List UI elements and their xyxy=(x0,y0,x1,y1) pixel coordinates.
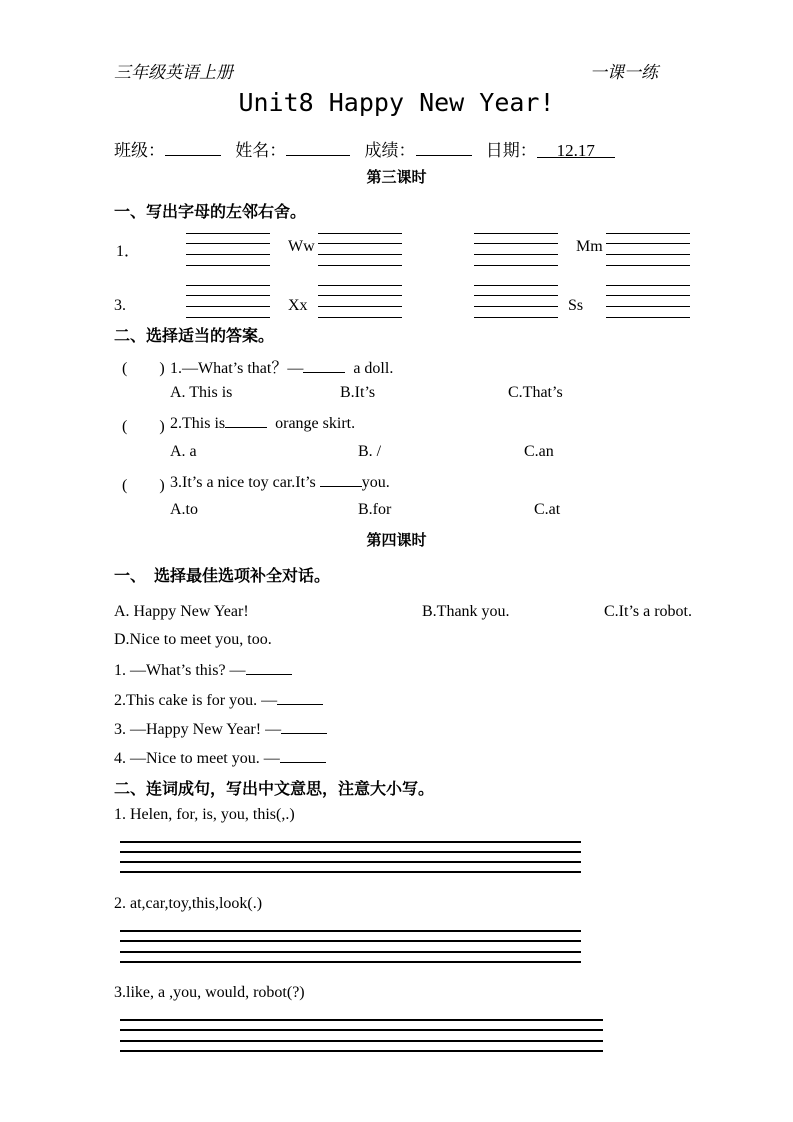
q1-option-a: A. This is xyxy=(170,384,233,401)
writing-lines-xx-left[interactable] xyxy=(186,285,270,318)
row2-number: 3. xyxy=(114,297,126,314)
dialog-option-b: B.Thank you. xyxy=(422,603,510,620)
dialog-answer-4[interactable] xyxy=(280,748,326,763)
dialog-question-4-text: 4. —Nice to meet you. — xyxy=(114,750,280,767)
dialog-question-2-text: 2.This cake is for you. — xyxy=(114,692,278,709)
dialog-question-3 xyxy=(114,719,327,739)
lesson4-heading: 第四课时 xyxy=(366,531,427,549)
lesson3-part1-title: 一、写出字母的左邻右舍。 xyxy=(114,202,307,221)
answer-paren-q2[interactable]: ( ) xyxy=(122,418,165,435)
writing-lines-ss-right[interactable] xyxy=(606,285,690,318)
dialog-question-4 xyxy=(114,748,326,768)
writing-lines-ww-right[interactable] xyxy=(318,233,402,266)
question-3-stem-end: you. xyxy=(361,474,390,491)
row2-letter-xx: Xx xyxy=(288,297,308,314)
row1-letter-ww: Ww xyxy=(288,238,315,255)
writing-lines-mm-right[interactable] xyxy=(606,233,690,266)
dialog-option-a: A. Happy New Year! xyxy=(114,603,249,620)
writing-lines-xx-right[interactable] xyxy=(318,285,402,318)
name-label: 姓名： xyxy=(235,141,287,160)
class-field[interactable] xyxy=(165,139,221,156)
date-field[interactable]: 12.17 xyxy=(537,141,615,158)
q2-option-a: A. a xyxy=(170,443,197,460)
dialog-answer-3[interactable] xyxy=(281,719,327,734)
sentence-item-3: 3.like, a ,you, would, robot(?) xyxy=(114,984,305,1001)
answer-paren-q1[interactable]: ( ) xyxy=(122,360,165,377)
date-label: 日期： xyxy=(485,141,537,160)
score-label: 成绩： xyxy=(364,141,416,160)
dialog-option-c: C.It’s a robot. xyxy=(604,603,692,620)
dialog-option-d: D.Nice to meet you, too. xyxy=(114,631,272,648)
dialog-answer-2[interactable] xyxy=(277,690,323,705)
dialog-question-3-text: 3. —Happy New Year! — xyxy=(114,721,282,738)
question-2-stem-end: orange skirt. xyxy=(275,415,356,432)
q3-option-a: A.to xyxy=(170,501,198,518)
q1-option-c: C.That’s xyxy=(508,384,563,401)
q1-option-b: B.It’s xyxy=(340,384,376,401)
sentence-item-2: 2. at,car,toy,this,look(.) xyxy=(114,895,263,912)
info-line xyxy=(114,136,615,161)
question-3 xyxy=(170,472,390,492)
lesson4-part1-title: 一、 选择最佳选项补全对话。 xyxy=(114,566,331,585)
class-label: 班级： xyxy=(114,141,165,160)
sentence-item-1: 1. Helen, for, is, you, this(,.) xyxy=(114,806,295,823)
writing-lines-ss-left[interactable] xyxy=(474,285,558,318)
name-field[interactable] xyxy=(286,139,350,156)
lesson3-heading: 第三课时 xyxy=(366,168,427,186)
question-2-blank[interactable] xyxy=(225,413,267,428)
question-2-stem: 2.This is xyxy=(170,415,226,432)
answer-paren-q3[interactable]: ( ) xyxy=(122,477,165,494)
q3-option-c: C.at xyxy=(534,501,561,518)
lesson3-part2-title: 二、选择适当的答案。 xyxy=(114,326,275,345)
question-3-blank[interactable] xyxy=(320,472,362,487)
question-1-stem: 1.—What’s that？— xyxy=(170,360,304,377)
question-1 xyxy=(170,355,393,378)
q3-option-b: B.for xyxy=(358,501,392,518)
page-title: Unit8 Happy New Year! xyxy=(238,88,555,117)
lesson4-part2-title: 二、连词成句，写出中文意思，注意大小写。 xyxy=(114,779,435,798)
row2-letter-ss: Ss xyxy=(568,297,584,314)
row1-letter-mm: Mm xyxy=(576,238,603,255)
row1-number: 1． xyxy=(116,243,141,260)
q2-option-b: B. / xyxy=(358,443,382,460)
header-right: 一课一练 xyxy=(590,63,658,82)
score-field[interactable] xyxy=(416,139,472,156)
question-3-stem: 3.It’s a nice toy car.It’s xyxy=(170,474,316,491)
q2-option-c: C.an xyxy=(524,443,554,460)
writing-lines-ww-left[interactable] xyxy=(186,233,270,266)
question-1-blank[interactable] xyxy=(303,358,345,373)
header-left: 三年级英语上册 xyxy=(114,63,233,82)
dialog-question-2 xyxy=(114,690,323,710)
question-2 xyxy=(170,413,355,433)
dialog-question-1 xyxy=(114,660,292,680)
writing-lines-mm-left[interactable] xyxy=(474,233,558,266)
dialog-question-1-text: 1. —What’s this? — xyxy=(114,662,246,679)
dialog-answer-1[interactable] xyxy=(246,660,292,675)
question-1-stem-end: a doll. xyxy=(353,360,394,377)
